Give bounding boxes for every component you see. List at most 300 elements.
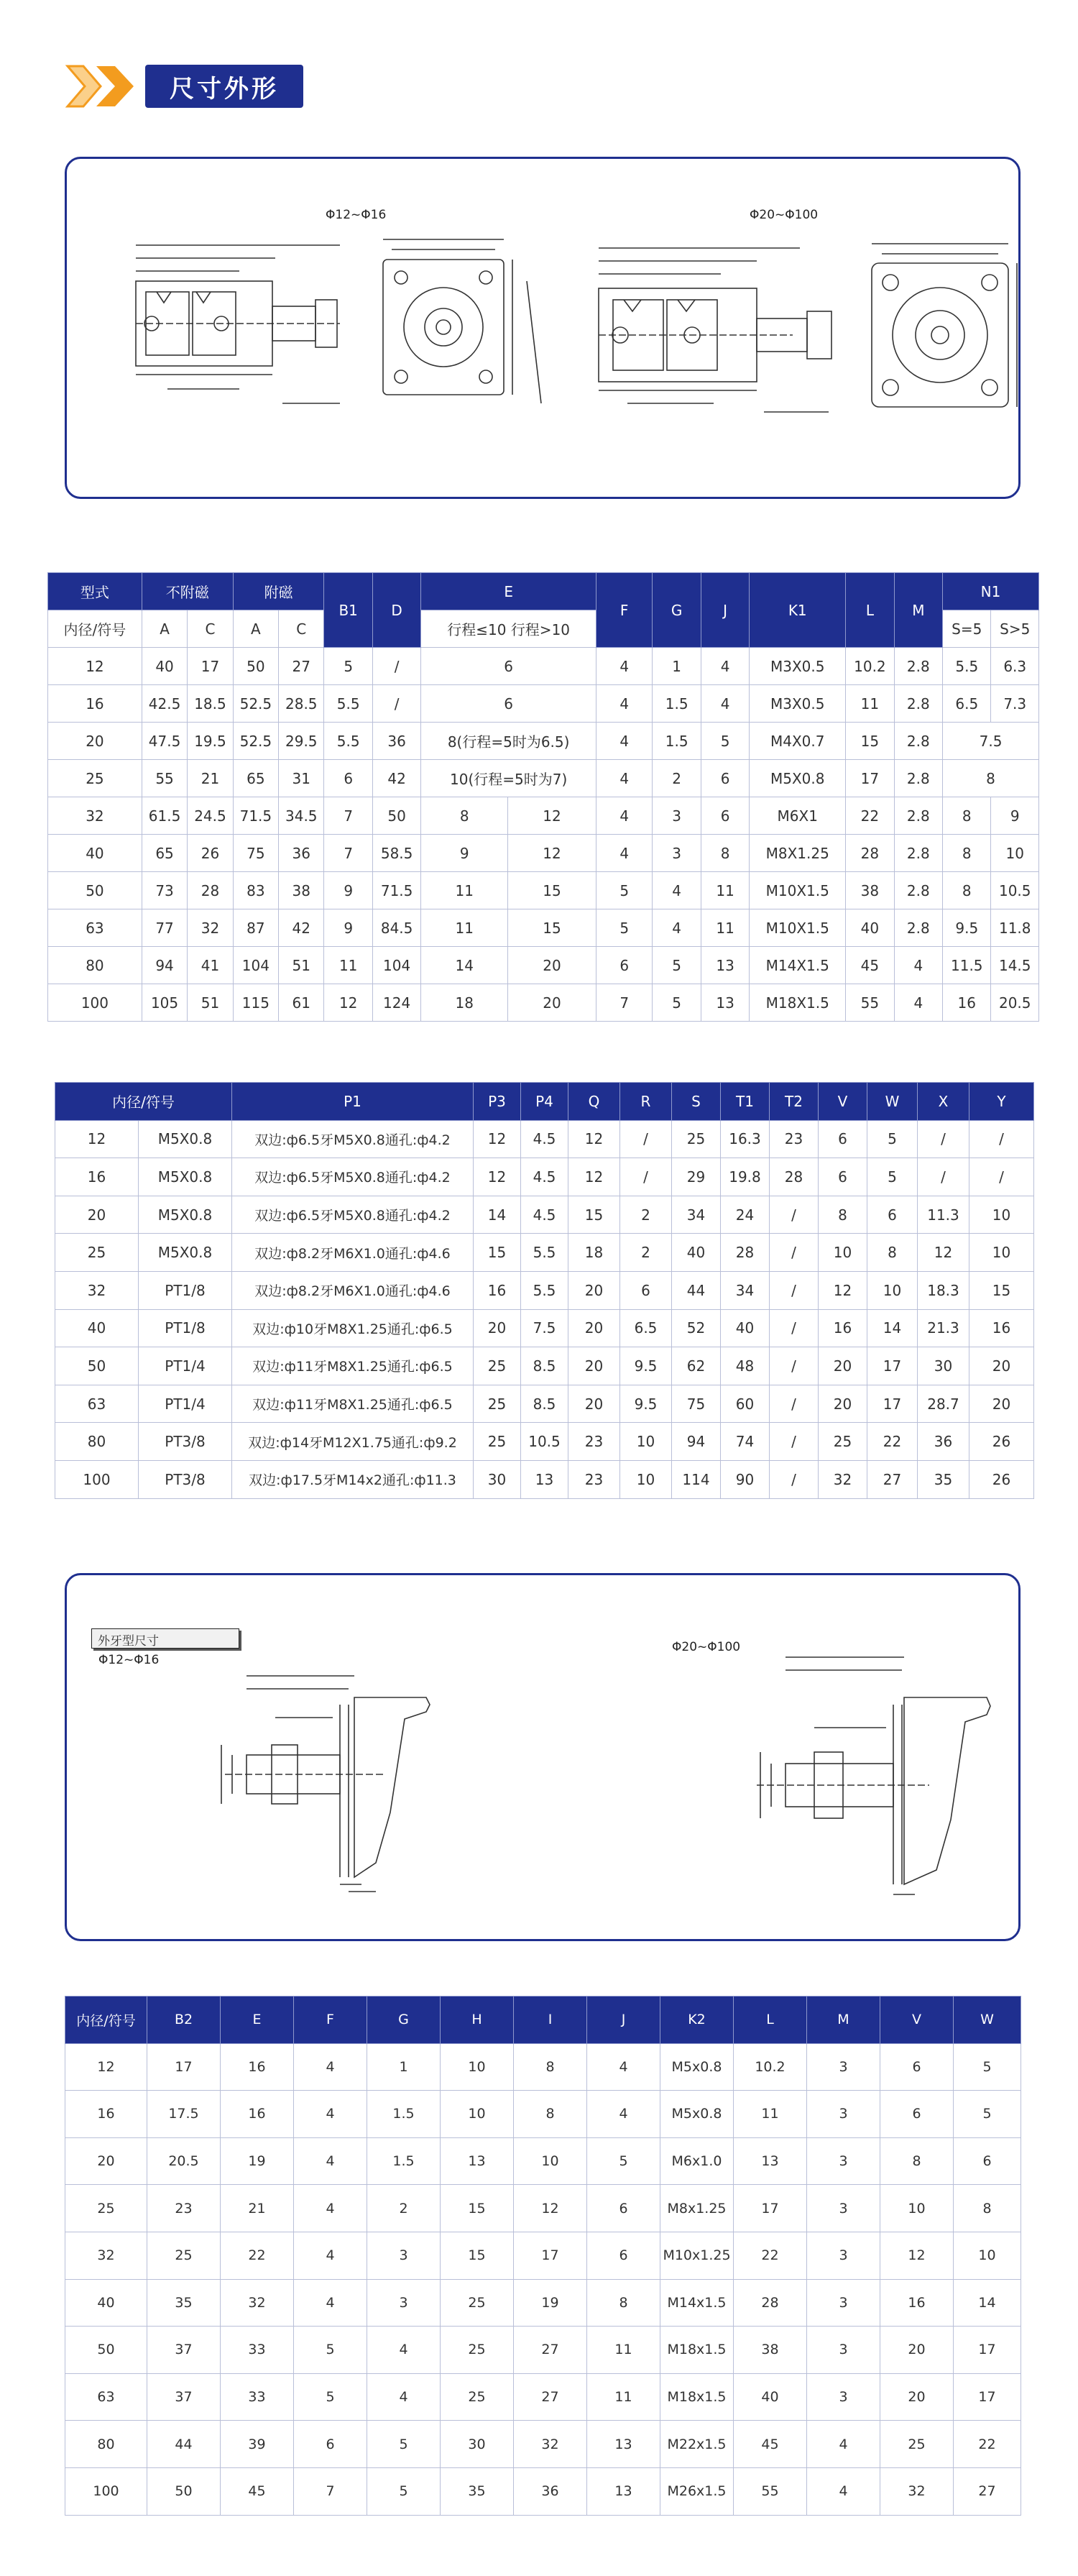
table-cell: 4 — [294, 2091, 367, 2138]
table-cell: 10 — [969, 1234, 1034, 1272]
table-cell: 65 — [233, 760, 278, 797]
subheader-s5: S=5 — [943, 610, 991, 648]
subheader-c: C — [188, 610, 233, 648]
table-cell: 2.8 — [894, 648, 942, 685]
table-cell: 20 — [568, 1309, 620, 1347]
table-cell: PT1/4 — [139, 1385, 232, 1423]
table-cell: 29 — [672, 1158, 721, 1196]
table-header-cell: P1 — [232, 1083, 474, 1121]
table-cell: 15 — [441, 2232, 514, 2279]
table-cell: 10 — [620, 1460, 672, 1498]
table-cell: 20 — [65, 2137, 147, 2185]
table-cell: 2 — [653, 760, 701, 797]
table-row — [55, 1347, 1034, 1385]
table-cell: 19 — [221, 2137, 294, 2185]
table-cell: M3X0.5 — [750, 685, 846, 723]
table-cell: 12 — [514, 2185, 587, 2232]
table-cell: 3 — [807, 2185, 880, 2232]
table-cell: 25 — [474, 1385, 521, 1423]
table-cell: 115 — [233, 984, 278, 1022]
table-cell: 17 — [846, 760, 894, 797]
table-cell: 14 — [421, 947, 508, 984]
table-cell: 20 — [48, 723, 142, 760]
table-cell: 双边:ф6.5牙M5X0.8通孔:ф4.2 — [232, 1120, 474, 1158]
table-cell: 65 — [142, 835, 187, 872]
table-cell: 124 — [372, 984, 420, 1022]
table-cell: 60 — [721, 1385, 770, 1423]
table-cell: 17 — [954, 2327, 1021, 2374]
table-cell: 15 — [568, 1196, 620, 1234]
table-cell: 2 — [620, 1234, 672, 1272]
table-cell: M5X0.8 — [139, 1120, 232, 1158]
table-cell: 9.5 — [620, 1385, 672, 1423]
table-cell: 2 — [620, 1196, 672, 1234]
subheader-stroke-le10: 行程≤10 — [447, 621, 507, 638]
table-cell: 5 — [596, 872, 653, 909]
table-cell: 1 — [653, 648, 701, 685]
table-cell: 10 — [620, 1423, 672, 1461]
table-cell: 5 — [294, 2327, 367, 2374]
table-cell: 50 — [233, 648, 278, 685]
table-cell: 13 — [587, 2421, 660, 2468]
table-cell: 55 — [734, 2467, 807, 2515]
table-cell: 19.5 — [188, 723, 233, 760]
table-cell: 25 — [672, 1120, 721, 1158]
table-cell: 104 — [233, 947, 278, 984]
table-cell: 16 — [819, 1309, 867, 1347]
table-cell: 8 — [514, 2091, 587, 2138]
table-cell: 15 — [508, 909, 596, 947]
table-cell: 23 — [770, 1120, 819, 1158]
table-cell: M6X1 — [750, 797, 846, 835]
table-cell: 94 — [672, 1423, 721, 1461]
table-cell: 4 — [294, 2279, 367, 2327]
table-row — [55, 1385, 1034, 1423]
table-cell: 87 — [233, 909, 278, 947]
table-cell: 1.5 — [653, 723, 701, 760]
table-cell: 2.8 — [894, 685, 942, 723]
table-cell: 17 — [147, 2043, 221, 2091]
table-cell: 45 — [846, 947, 894, 984]
table-cell: 18.5 — [188, 685, 233, 723]
table-cell: 双边:ф14牙M12X1.75通孔:ф9.2 — [232, 1423, 474, 1461]
table-cell: M8x1.25 — [660, 2185, 734, 2232]
table-cell: 12 — [918, 1234, 969, 1272]
subheader-sgt5: S>5 — [991, 610, 1039, 648]
table-cell: 28 — [734, 2279, 807, 2327]
table-cell: 9 — [991, 797, 1039, 835]
subheader-a-mag: A — [233, 610, 278, 648]
table-cell: 7.5 — [943, 723, 1039, 760]
header-g: G — [653, 573, 701, 648]
table-cell: 9 — [324, 872, 372, 909]
table-cell: 16 — [880, 2279, 954, 2327]
table-cell: 13 — [521, 1460, 568, 1498]
table-cell: / — [770, 1460, 819, 1498]
table-cell: 26 — [969, 1423, 1034, 1461]
table-header-cell: W — [954, 1997, 1021, 2044]
table-cell: 94 — [142, 947, 187, 984]
table-cell: 5 — [867, 1158, 918, 1196]
table-cell: 17 — [188, 648, 233, 685]
drawing2-label-large-bore: Φ20~Φ100 — [672, 1640, 741, 1654]
drawing-label-large-bore: Φ20~Φ100 — [750, 208, 819, 222]
table-cell: 32 — [48, 797, 142, 835]
table-cell: 6 — [701, 760, 749, 797]
table-cell: 48 — [721, 1347, 770, 1385]
table-cell: 10.2 — [734, 2043, 807, 2091]
table-cell: 23 — [147, 2185, 221, 2232]
table-cell: 4 — [294, 2185, 367, 2232]
table-cell: 30 — [474, 1460, 521, 1498]
page-title: 尺寸外形 — [145, 65, 303, 108]
table-cell: 25 — [441, 2327, 514, 2374]
table-cell: 38 — [846, 872, 894, 909]
table-cell: 4 — [596, 723, 653, 760]
table-cell: 11.3 — [918, 1196, 969, 1234]
table-row — [48, 797, 1039, 835]
table-cell: 15 — [846, 723, 894, 760]
table-cell: 36 — [279, 835, 324, 872]
table-cell: 12 — [568, 1120, 620, 1158]
table-cell: 12 — [508, 835, 596, 872]
cylinder-technical-drawing — [67, 159, 1023, 501]
table-cell: 74 — [721, 1423, 770, 1461]
table-cell: 17 — [514, 2232, 587, 2279]
dimension-drawing-panel — [65, 157, 1021, 499]
table-cell: 34 — [672, 1196, 721, 1234]
table-header-cell: T2 — [770, 1083, 819, 1121]
table-cell: / — [372, 685, 420, 723]
table-cell: 16 — [48, 685, 142, 723]
table-row — [55, 1120, 1034, 1158]
table-cell: 52 — [672, 1309, 721, 1347]
table-cell: 51 — [188, 984, 233, 1022]
table-cell: 20 — [969, 1347, 1034, 1385]
table-cell: 25 — [441, 2373, 514, 2421]
table-cell: 22 — [846, 797, 894, 835]
table-cell: 16 — [474, 1271, 521, 1309]
table-cell: 4 — [294, 2232, 367, 2279]
table-cell: 33 — [221, 2373, 294, 2421]
table-cell: 83 — [233, 872, 278, 909]
table-header-cell: 内径/符号 — [65, 1997, 147, 2044]
table-cell: M4X0.7 — [750, 723, 846, 760]
table-cell: 8 — [880, 2137, 954, 2185]
table-header-cell: W — [867, 1083, 918, 1121]
table-cell: 84.5 — [372, 909, 420, 947]
table-cell: 17 — [867, 1385, 918, 1423]
table-header-cell: P4 — [521, 1083, 568, 1121]
table-cell: / — [372, 648, 420, 685]
table-cell: 7 — [596, 984, 653, 1022]
table-cell: 73 — [142, 872, 187, 909]
table-header-cell: T1 — [721, 1083, 770, 1121]
table-cell: 5 — [587, 2137, 660, 2185]
table-cell: 5 — [954, 2091, 1021, 2138]
table-cell: 50 — [55, 1347, 139, 1385]
header-j: J — [701, 573, 749, 648]
table-header-cell: V — [819, 1083, 867, 1121]
table-cell: 80 — [65, 2421, 147, 2468]
table-cell: 8 — [587, 2279, 660, 2327]
table-cell: 42.5 — [142, 685, 187, 723]
table-cell: 63 — [55, 1385, 139, 1423]
table-cell: 45 — [734, 2421, 807, 2468]
table-cell: 10 — [969, 1196, 1034, 1234]
table-header-cell: Q — [568, 1083, 620, 1121]
table-cell: PT3/8 — [139, 1423, 232, 1461]
table-cell: 7.3 — [991, 685, 1039, 723]
table-cell: 20 — [880, 2327, 954, 2374]
table-cell: M5X0.8 — [750, 760, 846, 797]
section-label-external-thread: 外牙型尺寸 — [91, 1628, 239, 1649]
table-cell: 27 — [514, 2327, 587, 2374]
table-cell: 2.8 — [894, 872, 942, 909]
table-cell: 3 — [367, 2279, 441, 2327]
table-cell: 33 — [221, 2327, 294, 2374]
table-cell: M14X1.5 — [750, 947, 846, 984]
table-cell: 8 — [943, 872, 991, 909]
subheader-stroke — [421, 610, 596, 648]
table-cell: 6.5 — [943, 685, 991, 723]
table-cell: 12 — [324, 984, 372, 1022]
table-cell: 25 — [474, 1347, 521, 1385]
table-cell: 5.5 — [324, 685, 372, 723]
table-cell: 42 — [279, 909, 324, 947]
table-cell: 3 — [807, 2091, 880, 2138]
table-cell: 双边:ф8.2牙M6X1.0通孔:ф4.6 — [232, 1234, 474, 1272]
table-cell: 双边:ф6.5牙M5X0.8通孔:ф4.2 — [232, 1158, 474, 1196]
table-cell: 6 — [587, 2185, 660, 2232]
table-cell: 22 — [867, 1423, 918, 1461]
table-cell: 1.5 — [367, 2091, 441, 2138]
table-cell: / — [969, 1120, 1034, 1158]
table-cell: 32 — [819, 1460, 867, 1498]
table-cell: 25 — [880, 2421, 954, 2468]
table-header-cell: L — [734, 1997, 807, 2044]
table-cell: 4 — [596, 797, 653, 835]
table-cell: 双边:ф10牙M8X1.25通孔:ф6.5 — [232, 1309, 474, 1347]
table-cell: PT1/8 — [139, 1309, 232, 1347]
table-cell: 12 — [474, 1120, 521, 1158]
table-header-cell: Y — [969, 1083, 1034, 1121]
table-cell: / — [918, 1158, 969, 1196]
table-row — [55, 1271, 1034, 1309]
table-cell: 2 — [367, 2185, 441, 2232]
table-cell: 27 — [279, 648, 324, 685]
table-cell: 5.5 — [521, 1271, 568, 1309]
table-cell: 10 — [819, 1234, 867, 1272]
table-cell: 16 — [65, 2091, 147, 2138]
table-cell: 40 — [721, 1309, 770, 1347]
table-cell: 22 — [954, 2421, 1021, 2468]
table-cell: 10 — [991, 835, 1039, 872]
table-cell: 8 — [943, 760, 1039, 797]
table-cell: 63 — [48, 909, 142, 947]
table-cell: 23 — [568, 1460, 620, 1498]
table-cell: 2.8 — [894, 909, 942, 947]
table-cell: 18 — [568, 1234, 620, 1272]
table-cell: 2.8 — [894, 797, 942, 835]
table-cell: 30 — [918, 1347, 969, 1385]
table-cell: 30 — [441, 2421, 514, 2468]
table-cell: 52.5 — [233, 723, 278, 760]
table-row — [48, 984, 1039, 1022]
table-cell: 32 — [221, 2279, 294, 2327]
table-cell: 47.5 — [142, 723, 187, 760]
table-cell: 40 — [734, 2373, 807, 2421]
table-cell: 12 — [474, 1158, 521, 1196]
table-cell: 3 — [807, 2137, 880, 2185]
table-cell: 10 — [441, 2043, 514, 2091]
double-chevron-icon — [65, 63, 144, 109]
table-cell: 8 — [867, 1234, 918, 1272]
table-cell: 8 — [943, 835, 991, 872]
table-cell: 58.5 — [372, 835, 420, 872]
table-cell: 10 — [441, 2091, 514, 2138]
table-cell: 11 — [587, 2327, 660, 2374]
table-cell: 20 — [819, 1385, 867, 1423]
table-row — [48, 909, 1039, 947]
table-cell: 4 — [596, 835, 653, 872]
table-cell: 90 — [721, 1460, 770, 1498]
table-cell: 3 — [807, 2327, 880, 2374]
table-cell: 20 — [819, 1347, 867, 1385]
table-cell: 1.5 — [653, 685, 701, 723]
table-row — [65, 2279, 1021, 2327]
table-cell: 8.5 — [521, 1347, 568, 1385]
table-cell: 20 — [880, 2373, 954, 2421]
table-cell: 10 — [867, 1271, 918, 1309]
table-header-cell: G — [367, 1997, 441, 2044]
table-cell: 63 — [65, 2373, 147, 2421]
table-cell: 20 — [568, 1385, 620, 1423]
table-cell: 32 — [880, 2467, 954, 2515]
table-cell: 16.3 — [721, 1120, 770, 1158]
table-cell: 4 — [894, 984, 942, 1022]
table-row — [55, 1196, 1034, 1234]
table-cell: M18x1.5 — [660, 2327, 734, 2374]
table-cell: 40 — [48, 835, 142, 872]
table-cell: 11 — [324, 947, 372, 984]
table-cell: 12 — [880, 2232, 954, 2279]
table-cell: M10X1.5 — [750, 909, 846, 947]
table-cell: 14 — [474, 1196, 521, 1234]
header-type: 型式 — [48, 573, 142, 610]
header-n1: N1 — [943, 573, 1039, 610]
subheader-a: A — [142, 610, 187, 648]
table-cell: 27 — [514, 2373, 587, 2421]
header-m: M — [894, 573, 942, 648]
table-cell: 14.5 — [991, 947, 1039, 984]
table-cell: 21 — [188, 760, 233, 797]
table-header-cell: M — [807, 1997, 880, 2044]
table-row — [65, 2232, 1021, 2279]
table-cell: 5 — [701, 723, 749, 760]
table-cell: 2.8 — [894, 723, 942, 760]
table-cell: 5 — [954, 2043, 1021, 2091]
table-cell: 13 — [734, 2137, 807, 2185]
header-k1: K1 — [750, 573, 846, 648]
table-cell: 40 — [846, 909, 894, 947]
table-cell: 2.8 — [894, 835, 942, 872]
table-cell: 28 — [721, 1234, 770, 1272]
table-cell: 16 — [55, 1158, 139, 1196]
table-cell: 21.3 — [918, 1309, 969, 1347]
table-row — [48, 685, 1039, 723]
table-cell: M26x1.5 — [660, 2467, 734, 2515]
table-cell: 104 — [372, 947, 420, 984]
table-cell: 35 — [918, 1460, 969, 1498]
table-header-cell: V — [880, 1997, 954, 2044]
table-cell: 45 — [221, 2467, 294, 2515]
table-cell: 25 — [474, 1423, 521, 1461]
table-cell: 12 — [508, 797, 596, 835]
table-cell: 36 — [514, 2467, 587, 2515]
table-cell: 35 — [441, 2467, 514, 2515]
table-cell: 14 — [867, 1309, 918, 1347]
table-cell: 50 — [147, 2467, 221, 2515]
table-cell: 6 — [867, 1196, 918, 1234]
table-cell: 5 — [294, 2373, 367, 2421]
table-cell: 38 — [734, 2327, 807, 2374]
table-cell: 114 — [672, 1460, 721, 1498]
table-cell: 8 — [954, 2185, 1021, 2232]
table-cell: 25 — [55, 1234, 139, 1272]
table-row — [65, 2091, 1021, 2138]
table-cell: 37 — [147, 2373, 221, 2421]
table-cell: 5.5 — [943, 648, 991, 685]
table-cell: 6 — [620, 1271, 672, 1309]
table-cell: 双边:ф11牙M8X1.25通孔:ф6.5 — [232, 1347, 474, 1385]
section-header — [65, 63, 303, 109]
table-cell: 11 — [421, 872, 508, 909]
table-cell: 11 — [421, 909, 508, 947]
table-row — [65, 2327, 1021, 2374]
external-thread-drawing-panel — [65, 1573, 1021, 1941]
table-cell: 16 — [969, 1309, 1034, 1347]
table-cell: 11.8 — [991, 909, 1039, 947]
table-cell: 17 — [954, 2373, 1021, 2421]
table-cell: 27 — [867, 1460, 918, 1498]
table-header-cell: B2 — [147, 1997, 221, 2044]
table-header-cell: P3 — [474, 1083, 521, 1121]
table-cell: 100 — [65, 2467, 147, 2515]
table-cell: 6 — [701, 797, 749, 835]
subheader-c-mag: C — [279, 610, 324, 648]
table-cell: 3 — [367, 2232, 441, 2279]
table-cell: 14 — [954, 2279, 1021, 2327]
header-d: D — [372, 573, 420, 648]
table-cell: 75 — [233, 835, 278, 872]
table-cell: 4 — [587, 2043, 660, 2091]
table-cell: 20 — [568, 1271, 620, 1309]
table-cell: 40 — [65, 2279, 147, 2327]
table-cell: 15 — [969, 1271, 1034, 1309]
table-cell: 18.3 — [918, 1271, 969, 1309]
header-e: E — [421, 573, 596, 610]
table-header-cell: S — [672, 1083, 721, 1121]
table-cell: 31 — [279, 760, 324, 797]
dimension-table-3 — [65, 1996, 1021, 2516]
table-cell: 13 — [701, 947, 749, 984]
table-cell: 4 — [653, 909, 701, 947]
table-cell: 4.5 — [521, 1120, 568, 1158]
table-cell: 19.8 — [721, 1158, 770, 1196]
table-row — [65, 2137, 1021, 2185]
table-header-cell: X — [918, 1083, 969, 1121]
